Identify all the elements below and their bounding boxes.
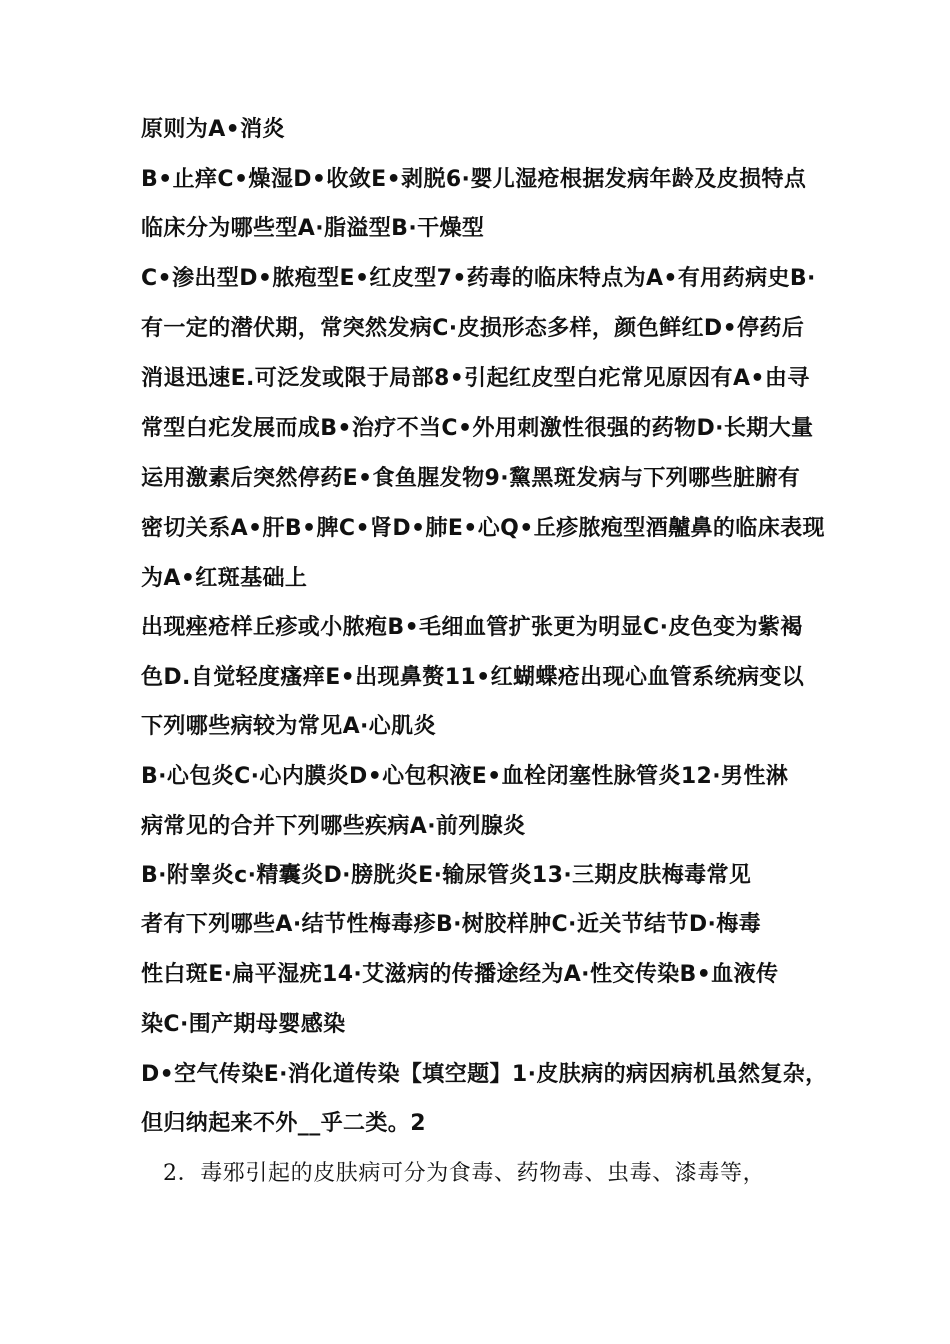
text-line: 下列哪些病较为常见A·心肌炎 bbox=[141, 714, 436, 739]
text-line: 性白斑E·扁平湿疣14·艾滋病的传播途经为A·性交传染B•血液传 bbox=[141, 962, 779, 987]
text-line: 常型白疕发展而成B•治疗不当C•外用刺激性很强的药物D·长期大量 bbox=[141, 416, 814, 441]
text-line: 临床分为哪些型A·脂溢型B·干燥型 bbox=[141, 216, 485, 241]
text-line: 出现痤疮样丘疹或小脓疱B•毛细血管扩张更为明显C·皮色变为紫褐 bbox=[141, 615, 803, 640]
text-line: 染C·围产期母婴感染 bbox=[141, 1012, 346, 1037]
text-line: B·心包炎C·心内膜炎D•心包积液E•血栓闭塞性脉管炎12·男性淋 bbox=[141, 764, 789, 789]
text-line: C•渗出型D•脓疱型E•红皮型7•药毒的临床特点为A•有用药病史B· bbox=[141, 266, 816, 291]
text-line: 为A•红斑基础上 bbox=[141, 566, 308, 591]
text-line: 原则为A•消炎 bbox=[141, 117, 285, 142]
text-line: 2．毒邪引起的皮肤病可分为食毒、药物毒、虫毒、漆毒等， bbox=[163, 1161, 766, 1186]
text-line: 但归纳起来不外__乎二类。2 bbox=[141, 1111, 426, 1136]
text-line: 有一定的潜伏期，常突然发病C·皮损形态多样，颜色鲜红D•停药后 bbox=[141, 316, 805, 341]
text-line: 消退迅速E.可泛发或限于局部8•引起红皮型白疕常见原因有A•由寻 bbox=[141, 366, 810, 391]
text-line: 色D.自觉轻度瘙痒E•出现鼻赘11•红蝴蝶疮出现心血管系统病变以 bbox=[141, 665, 805, 690]
text-line: 病常见的合并下列哪些疾病A·前列腺炎 bbox=[141, 814, 526, 839]
text-line: 运用激素后突然停药E•食鱼腥发物9·黧黑斑发病与下列哪些脏腑有 bbox=[141, 466, 801, 491]
text-line: 者有下列哪些A·结节性梅毒疹B·树胶样肿C·近关节结节D·梅毒 bbox=[141, 912, 762, 937]
text-line: B•止痒C•燥湿D•收敛E•剥脱6·婴儿湿疮根据发病年龄及皮损特点 bbox=[141, 167, 807, 192]
text-line: 密切关系A•肝B•脾C•肾D•肺E•心Q•丘疹脓疱型酒齇鼻的临床表现 bbox=[141, 516, 825, 541]
text-line: D•空气传染E·消化道传染【填空题】1·皮肤病的病因病机虽然复杂， bbox=[141, 1062, 828, 1087]
text-line: B·附睾炎c·精囊炎D·膀胱炎E·输尿管炎13·三期皮肤梅毒常见 bbox=[141, 863, 752, 888]
